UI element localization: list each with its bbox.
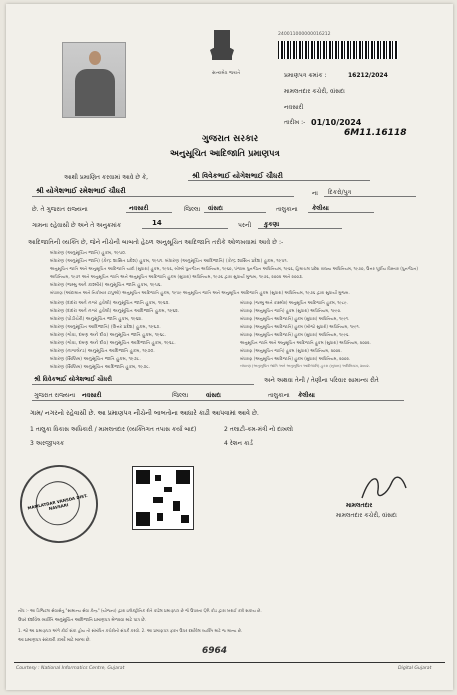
issuing-office: મામલતદાર કચેરી, વાંસદા bbox=[284, 88, 345, 95]
father-name: શ્રી યોગેશભાઈ રમેશભાઈ ચૌધરી bbox=[36, 187, 126, 195]
law-right: બંધારણ (અનુસૂચિત આદિજાતિ) હુકમ (સુધારા) અધિનિયમ, ૧૯૯૧. bbox=[240, 316, 350, 321]
law-line: બંધારણ (આંદામાન અને નિકોબાર ટાપુઓ) અનુસૂચિત આદિજાતિ હુકમ, ૧૯૫૯ અનુસૂચિત જાતિ અને અનુસૂચિત આદિજાતિ હુકમ (સુધારા) અધિનિયમ, ૧૯૭૬ દ્વારા સુધાર્યા મુજબ. bbox=[50, 290, 350, 295]
handwritten-reference: 6M11.16118 bbox=[344, 128, 407, 138]
taluka-district: વાંસદા bbox=[208, 205, 223, 212]
state-district-label: જિલ્લા bbox=[172, 392, 189, 399]
note-line: નોંધ :- આ ડિજિટલ સેવાસેતુ "સામાન્ય સેવા કેન્દ્ર" (યોજના) દ્વારા ઇલેક્ટ્રોનિક રીતે કાઢેલ પ્રમાણપત્ર છે જે ઉપરના QR કોડ દ્વારા ખરાઈ કરી શકાય છે. bbox=[18, 608, 262, 613]
law-right: બંધારણ (અનુસૂચિત આદિજાતિ) હુકમ (સુધારા) અધિનિયમ, ૨૦૦૨. bbox=[240, 356, 351, 361]
law-line: અનુસૂચિત જાતિ અને અનુસૂચિત આદિજાતિ યાદી (સુધારા) હુકમ, ૧૯૫૬, બોમ્બે પુનર્ગઠન અધિનિયમ, ૧૯૬૦, પંજાબ પુનર્ગઠન અધિનિયમ, ૧૯૬૬, હિમાચલ પ્રદેશ રાજ્ય અધિનિયમ, ૧૯૭૦, ઉત્તર પૂર્વીય વિસ્તાર (પુનર્ગઠન) bbox=[50, 266, 418, 271]
state-taluka-label: તાલુકાના bbox=[268, 392, 290, 399]
district-value: નવસારી bbox=[129, 205, 149, 212]
relation-label: ના bbox=[312, 190, 318, 197]
qr-module bbox=[157, 513, 163, 521]
header-district: નવસારી bbox=[284, 104, 304, 111]
serial-value: 14 bbox=[152, 219, 162, 227]
body-line4: આદિજાતિની વ્યક્તિ છે, જેને નીચેની બાબતો હેઠળ અનુસૂચિત આદિજાતિ તરીકે ઓળખવામાં આવે છે :- bbox=[28, 239, 284, 246]
state-village-value: કેલીયા bbox=[298, 392, 315, 399]
certificate-no-label: પ્રમાણપત્ર ક્રમાંક : bbox=[284, 72, 327, 79]
barcode-number: 240011000000016212 bbox=[278, 32, 331, 37]
photo-head bbox=[89, 51, 101, 65]
certificate-no-value: 16212/2024 bbox=[348, 72, 388, 79]
footer-courtesy: Courtesy : National Informatics Centre, Gujarat bbox=[16, 666, 125, 671]
law-right: બંધારણ (અનુસૂચિત જાતિ અને અનુસૂચિત આદિજાતિ) હુકમ (સુધારા) અધિનિયમ, ૨૦૦૨. bbox=[240, 364, 370, 368]
applicant-repeat: શ્રી વિવેકભાઈ યોગેશભાઈ ચૌધરી bbox=[34, 376, 112, 383]
state-emblem-icon bbox=[202, 26, 242, 72]
photo-shirt bbox=[75, 69, 115, 116]
date-label: તારીખ :- bbox=[284, 119, 306, 126]
qr-module bbox=[164, 487, 172, 492]
family-suffix: અને અથવા તેની / તેણીના પરિવાર સામાન્ય રીતે bbox=[264, 377, 379, 384]
office-seal-stamp bbox=[13, 458, 106, 551]
relation-value: દિકરો/પુત્ર bbox=[328, 189, 352, 196]
note-line: 1. જો આ પ્રમાણપત્ર અંગે કોઈ શંકા હોય તો સંબંધિત કચેરીનો સંપર્ક કરવો. 2. આ પ્રમાણપત્ર ફક્ત ઉપર દર્શાવેલ વ્યક્તિ માટે જ માન્ય છે. bbox=[18, 628, 243, 633]
village-value: કેલીયા bbox=[312, 205, 329, 212]
body-line1-prefix: આથી પ્રમાણિત કરવામાં આવે છે કે, bbox=[64, 174, 149, 181]
signature-designation: મામલતદાર bbox=[346, 502, 373, 509]
law-line: બંધારણ (અનુસૂચિત જાતિ) હુકમ, ૧૯૫૦. bbox=[50, 251, 127, 256]
state-label: ગુજરાત રાજ્યના bbox=[34, 392, 76, 399]
qr-module bbox=[173, 501, 180, 511]
law-left: બંધારણ (સિક્કિમ) અનુસૂચિત આદિજાતિ હુકમ, ૧૯૭૮. bbox=[50, 365, 151, 370]
verification-qr-code bbox=[132, 466, 194, 530]
footer-rule bbox=[14, 662, 445, 663]
basis-item: 2 તલાટી-કમ-મંત્રી નો દાખલો bbox=[224, 426, 293, 433]
stamp-text: MAMLATDAR VANSDA DIST. NAVSARI bbox=[26, 492, 88, 512]
law-left: બંધારણ (નાગાલેન્ડ) અનુસૂચિત આદિજાતિ હુકમ, ૧૯૭૦. bbox=[50, 349, 155, 354]
certificate-paper bbox=[6, 4, 453, 690]
qr-module bbox=[155, 475, 161, 481]
law-left: બંધારણ (અનુસૂચિત આદિજાતિ) (ઉત્તર પ્રદેશ) હુકમ, ૧૯૬૭. bbox=[50, 325, 161, 330]
law-right: બંધારણ (અનુસૂચિત જાતિ) હુકમ (સુધારા) અધિનિયમ, ૧૯૯૦. bbox=[240, 308, 342, 313]
law-left: બંધારણ (દાદરા અને નગર હવેલી) અનુસૂચિત આદિજાતિ હુકમ, ૧૯૬૨. bbox=[50, 309, 180, 314]
law-right: બંધારણ (અનુસૂચિત જાતિ) હુકમ (સુધારા) અધિનિયમ, ૨૦૦૨. bbox=[240, 348, 342, 353]
body-line2-prefix: છે. તે ગુજરાત રાજ્યના bbox=[32, 206, 88, 213]
law-left: બંધારણ (પોંડીચેરી) અનુસૂચિત જાતિ હુકમ, ૧૯૬૪. bbox=[50, 317, 143, 322]
law-right: બંધારણ (જમ્મુ અને કાશ્મીર) અનુસૂચિત આદિજાતિ હુકમ, ૧૯૮૯. bbox=[240, 300, 348, 305]
law-right: બંધારણ (અનુસૂચિત આદિજાતિ) હુકમ (સુધારા) અધિનિયમ, ૧૯૯૬. bbox=[240, 332, 350, 337]
applicant-photo bbox=[62, 42, 126, 118]
law-right: બંધારણ (અનુસૂચિત આદિજાતિ) હુકમ (બીજો સુધારો) અધિનિયમ, ૧૯૯૧. bbox=[240, 324, 360, 329]
qr-module bbox=[153, 497, 163, 503]
law-line: અધિનિયમ, ૧૯૭૧ અને અનુસૂચિત જાતિ અને અનુસૂચિત આદિજાતિ હુકમ (સુધારા) અધિનિયમ, ૧૯૭૬ દ્વારા સુધાર્યા મુજબ, ૧૯૭૬, ૨૦૦૨ અને ૨૦૦૩. bbox=[50, 274, 304, 279]
taluka-label: તાલુકાના bbox=[276, 206, 298, 213]
law-left: બંધારણ (ગોવા, દમણ અને દીવ) અનુસૂચિત આદિજાતિ હુકમ, ૧૯૬૮. bbox=[50, 341, 176, 346]
qr-module bbox=[181, 515, 189, 523]
basis-item: 4 રેશન કાર્ડ bbox=[224, 440, 253, 447]
law-line: બંધારણ (જમ્મુ અને કાશ્મીર) અનુસૂચિત જાતિ હુકમ, ૧૯૫૬. bbox=[50, 283, 162, 288]
footer-brand: Digital Gujarat bbox=[398, 666, 432, 671]
law-line: બંધારણ (અનુસૂચિત જાતિ) (કેન્દ્ર શાસિત પ્રદેશ) હુકમ, ૧૯૫૧. બંધારણ (અનુસૂચિત આદિજાતિ) (કેન્દ્ર શાસિત પ્રદેશ) હુકમ, ૧૯૫૧. bbox=[50, 259, 289, 264]
note-line: ઉપર દર્શાવેલ વ્યક્તિ અનુસૂચિત આદિજાતિ પ્રમાણપત્ર મેળવવા માટે પાત્ર છે. bbox=[18, 618, 146, 623]
government-title: ગુજરાત સરકાર bbox=[202, 134, 259, 144]
law-left: બંધારણ (સિક્કિમ) અનુસૂચિત જાતિ હુકમ, ૧૯૭૮. bbox=[50, 357, 141, 362]
state-district-value: નવસારી bbox=[82, 392, 102, 399]
note-line: આ પ્રમાણપત્ર સરકારી કાર્યો માટે માન્ય છે. bbox=[18, 638, 91, 643]
law-left: બંધારણ (દાદરા અને નગર હવેલી) અનુસૂચિત જાતિ હુકમ, ૧૯૬૨. bbox=[50, 301, 170, 306]
qr-finder bbox=[136, 512, 150, 526]
tribe-label: પરની bbox=[238, 222, 252, 229]
applicant-name: શ્રી વિવેકભાઈ યોગેશભાઈ ચૌધરી bbox=[192, 172, 283, 180]
body-line3-prefix: ગામના રહેવાસી છે અને તે અનુક્રમાંક bbox=[32, 222, 122, 229]
tribe-value: કુકણા bbox=[264, 221, 280, 228]
date-value: 01/10/2024 bbox=[311, 118, 362, 127]
qr-finder bbox=[136, 470, 150, 484]
handwritten-number: 6964 bbox=[202, 646, 228, 656]
state-taluka-value: વાંસદા bbox=[206, 392, 221, 399]
emblem-caption: સત્યમેવ જયતે bbox=[212, 71, 241, 76]
qr-finder bbox=[176, 470, 190, 484]
barcode bbox=[278, 41, 398, 59]
officer-signature bbox=[356, 470, 412, 506]
certificate-title: અનુસૂચિત આદિજાતિ પ્રમાણપત્ર bbox=[170, 149, 280, 159]
district-label: જિલ્લા bbox=[184, 206, 201, 213]
signature-office: મામલતદાર કચેરી, વાંસદા bbox=[336, 512, 397, 519]
residence-line: ગામ/ નગરનો રહેવાસી છે. આ પ્રમાણપત્ર નીચેની બાબતોના આધારે કાઢી આપવામાં આવે છે. bbox=[30, 409, 259, 417]
law-right: અનુસૂચિત જાતિ અને અનુસૂચિત આદિજાતિ હુકમ (સુધારા) અધિનિયમ, ૨૦૦૨. bbox=[240, 340, 371, 345]
basis-item: 1 તાલુકા વિકાસ અધિકારી / મામલતદાર (વ્યક્તિગત તપાસ કર્યા બાદ) bbox=[30, 426, 197, 433]
basis-item: 3 અરજીપત્રક bbox=[30, 440, 65, 447]
law-left: બંધારણ (ગોવા, દમણ અને દીવ) અનુસૂચિત જાતિ હુકમ, ૧૯૬૮. bbox=[50, 333, 167, 338]
